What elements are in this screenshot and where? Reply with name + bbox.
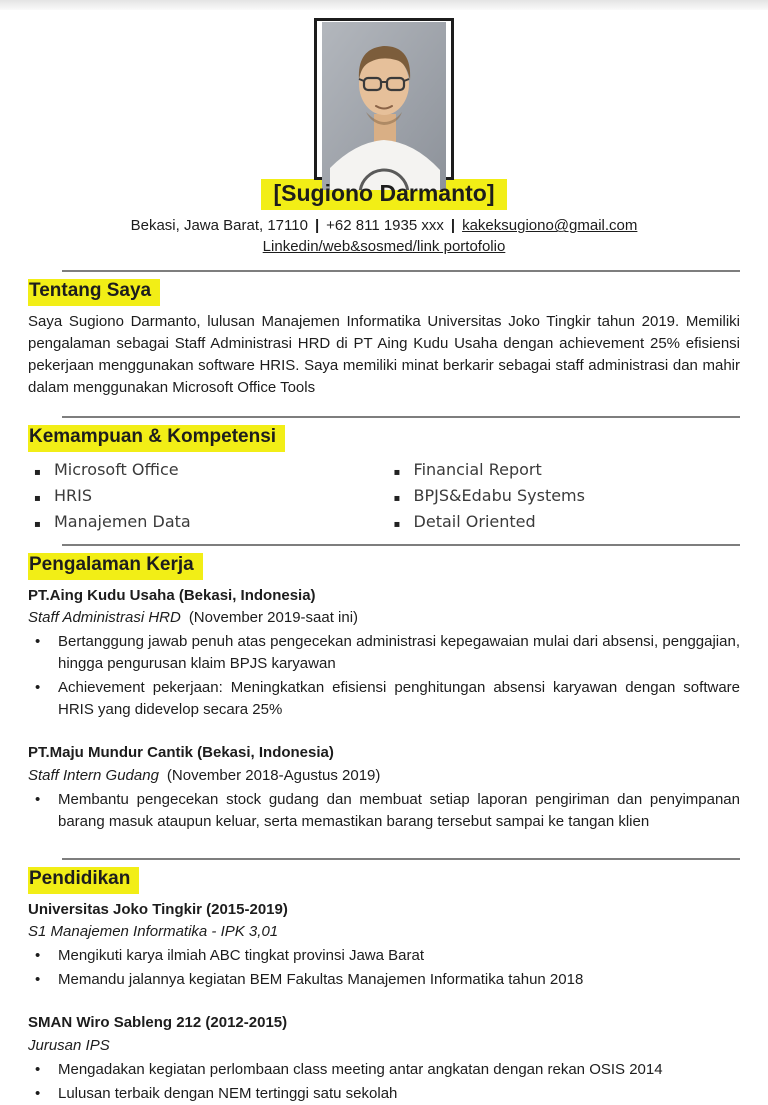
square-bullet-icon: ▪ [34, 518, 41, 530]
contact-separator: | [450, 217, 456, 235]
skill-item [388, 457, 585, 483]
cv-header [28, 0, 740, 255]
contact-phone: +62 811 1935 xxx [326, 217, 444, 235]
education-bullet [28, 1083, 740, 1105]
section-title-about [28, 275, 740, 306]
square-bullet-icon: ▪ [393, 492, 401, 504]
role-period: (November 2018-Agustus 2019) [166, 767, 381, 785]
section-divider [62, 858, 740, 860]
bullet-text: Membantu pengecekan stock gudang dan membuat setiap laporan pengiriman dan penyimpanan barang masuk ataupun keluar, serta memastikan barang tersebut sampai ke tangan klien [58, 790, 740, 830]
section-title-highlight: Pendidikan [28, 867, 139, 894]
profile-photo-image [322, 22, 446, 190]
school-name: Universitas Joko Tingkir (2015-2019) [28, 900, 288, 918]
name-text: [Sugiono Darmanto] [273, 180, 495, 206]
round-bullet-icon: • [35, 1060, 41, 1078]
education-bullet [28, 969, 740, 991]
portfolio-link[interactable]: Linkedin/web&sosmed/link portofolio [262, 238, 506, 256]
round-bullet-icon: • [35, 947, 41, 965]
skill-item [28, 483, 388, 509]
experience-bullet [28, 677, 740, 721]
role-line [28, 607, 740, 629]
round-bullet-icon: • [35, 790, 41, 808]
section-title-highlight: Kemampuan & Kompetensi [28, 425, 285, 452]
round-bullet-icon: • [35, 679, 41, 697]
education-entry [28, 1012, 740, 1105]
portfolio-links-line [28, 238, 740, 255]
contact-location: Bekasi, Jawa Barat, 17110 [130, 217, 308, 235]
skill-item [388, 509, 585, 535]
section-divider [62, 544, 740, 546]
name-line [28, 179, 740, 210]
role-title: Staff Administrasi HRD [28, 609, 181, 627]
skill-label: Financial Report [413, 460, 542, 480]
company-name: PT.Maju Mundur Cantik (Bekasi, Indonesia) [28, 744, 334, 762]
school-detail: S1 Manajemen Informatika - IPK 3,01 [28, 923, 279, 941]
email-link[interactable]: kakeksugiono@gmail.com [462, 217, 638, 235]
round-bullet-icon: • [35, 1084, 41, 1102]
square-bullet-icon: ▪ [34, 492, 41, 504]
bullet-text: Lulusan terbaik dengan NEM tertinggi satu sekolah [58, 1084, 398, 1102]
contact-separator: | [314, 217, 320, 235]
skill-label: Microsoft Office [54, 460, 179, 480]
experience-entry [28, 742, 740, 833]
bullet-text: Memandu jalannya kegiatan BEM Fakultas Manajemen Informatika tahun 2018 [58, 971, 584, 989]
square-bullet-icon: ▪ [393, 467, 401, 479]
top-edge-shade [0, 0, 768, 10]
skill-item [388, 483, 585, 509]
section-divider [62, 416, 740, 418]
square-bullet-icon: ▪ [34, 467, 41, 479]
role-period: (November 2019-saat ini) [188, 609, 359, 627]
company-name: PT.Aing Kudu Usaha (Bekasi, Indonesia) [28, 586, 316, 604]
skills-column-left [28, 457, 388, 535]
education-entry [28, 899, 740, 992]
round-bullet-icon: • [35, 633, 41, 651]
round-bullet-icon: • [35, 971, 41, 989]
role-title: Staff Intern Gudang [28, 767, 159, 785]
section-title-education [28, 863, 740, 894]
square-bullet-icon: ▪ [393, 518, 401, 530]
education-bullet [28, 945, 740, 967]
skill-item [28, 509, 388, 535]
section-title-highlight: Pengalaman Kerja [28, 553, 203, 580]
profile-photo [322, 22, 446, 190]
name-highlight [261, 179, 506, 210]
bullet-text: Mengadakan kegiatan perlombaan class meeting antar angkatan dengan rekan OSIS 2014 [58, 1060, 663, 1078]
skill-label: HRIS [54, 485, 93, 505]
role-line [28, 765, 740, 787]
skill-label: BPJS&Edabu Systems [413, 485, 585, 505]
bullet-text: Achievement pekerjaan: Meningkatkan efisiensi penghitungan absensi karyawan dengan software HRIS yang didevelop secara 25% [58, 679, 740, 719]
school-name: SMAN Wiro Sableng 212 (2012-2015) [28, 1014, 288, 1032]
school-detail: Jurusan IPS [28, 1037, 110, 1055]
skill-item [28, 457, 388, 483]
section-title-experience [28, 549, 740, 580]
about-paragraph: Saya Sugiono Darmanto, lulusan Manajemen Informatika Universitas Joko Tingkir tahun 2019. Memiliki pengalaman sebagai Staff Administrasi HRD di PT Aing Kudu Usaha dengan achievement 25% efisiensi pekerjaan menggunakan software HRIS. Saya memiliki minat berkarir sebagai staff administrasi dan mahir dalam menggunakan Microsoft Office Tools [28, 313, 740, 397]
section-title-highlight: Tentang Saya [28, 279, 160, 306]
skills-list [28, 457, 740, 535]
experience-entry [28, 585, 740, 722]
bullet-text: Mengikuti karya ilmiah ABC tingkat provinsi Jawa Barat [58, 947, 424, 965]
bullet-text: Bertanggung jawab penuh atas pengecekan administrasi kepegawaian mulai dari absensi, penggajian, hingga pengurusan klaim BPJS karyawan [58, 633, 740, 673]
education-bullet [28, 1059, 740, 1081]
contact-line [28, 217, 740, 234]
skill-label: Detail Oriented [413, 511, 536, 531]
skills-column-right [388, 457, 585, 535]
section-title-skills [28, 421, 740, 452]
skill-label: Manajemen Data [54, 511, 191, 531]
section-divider [62, 270, 740, 272]
experience-bullet [28, 789, 740, 833]
experience-bullet [28, 631, 740, 675]
